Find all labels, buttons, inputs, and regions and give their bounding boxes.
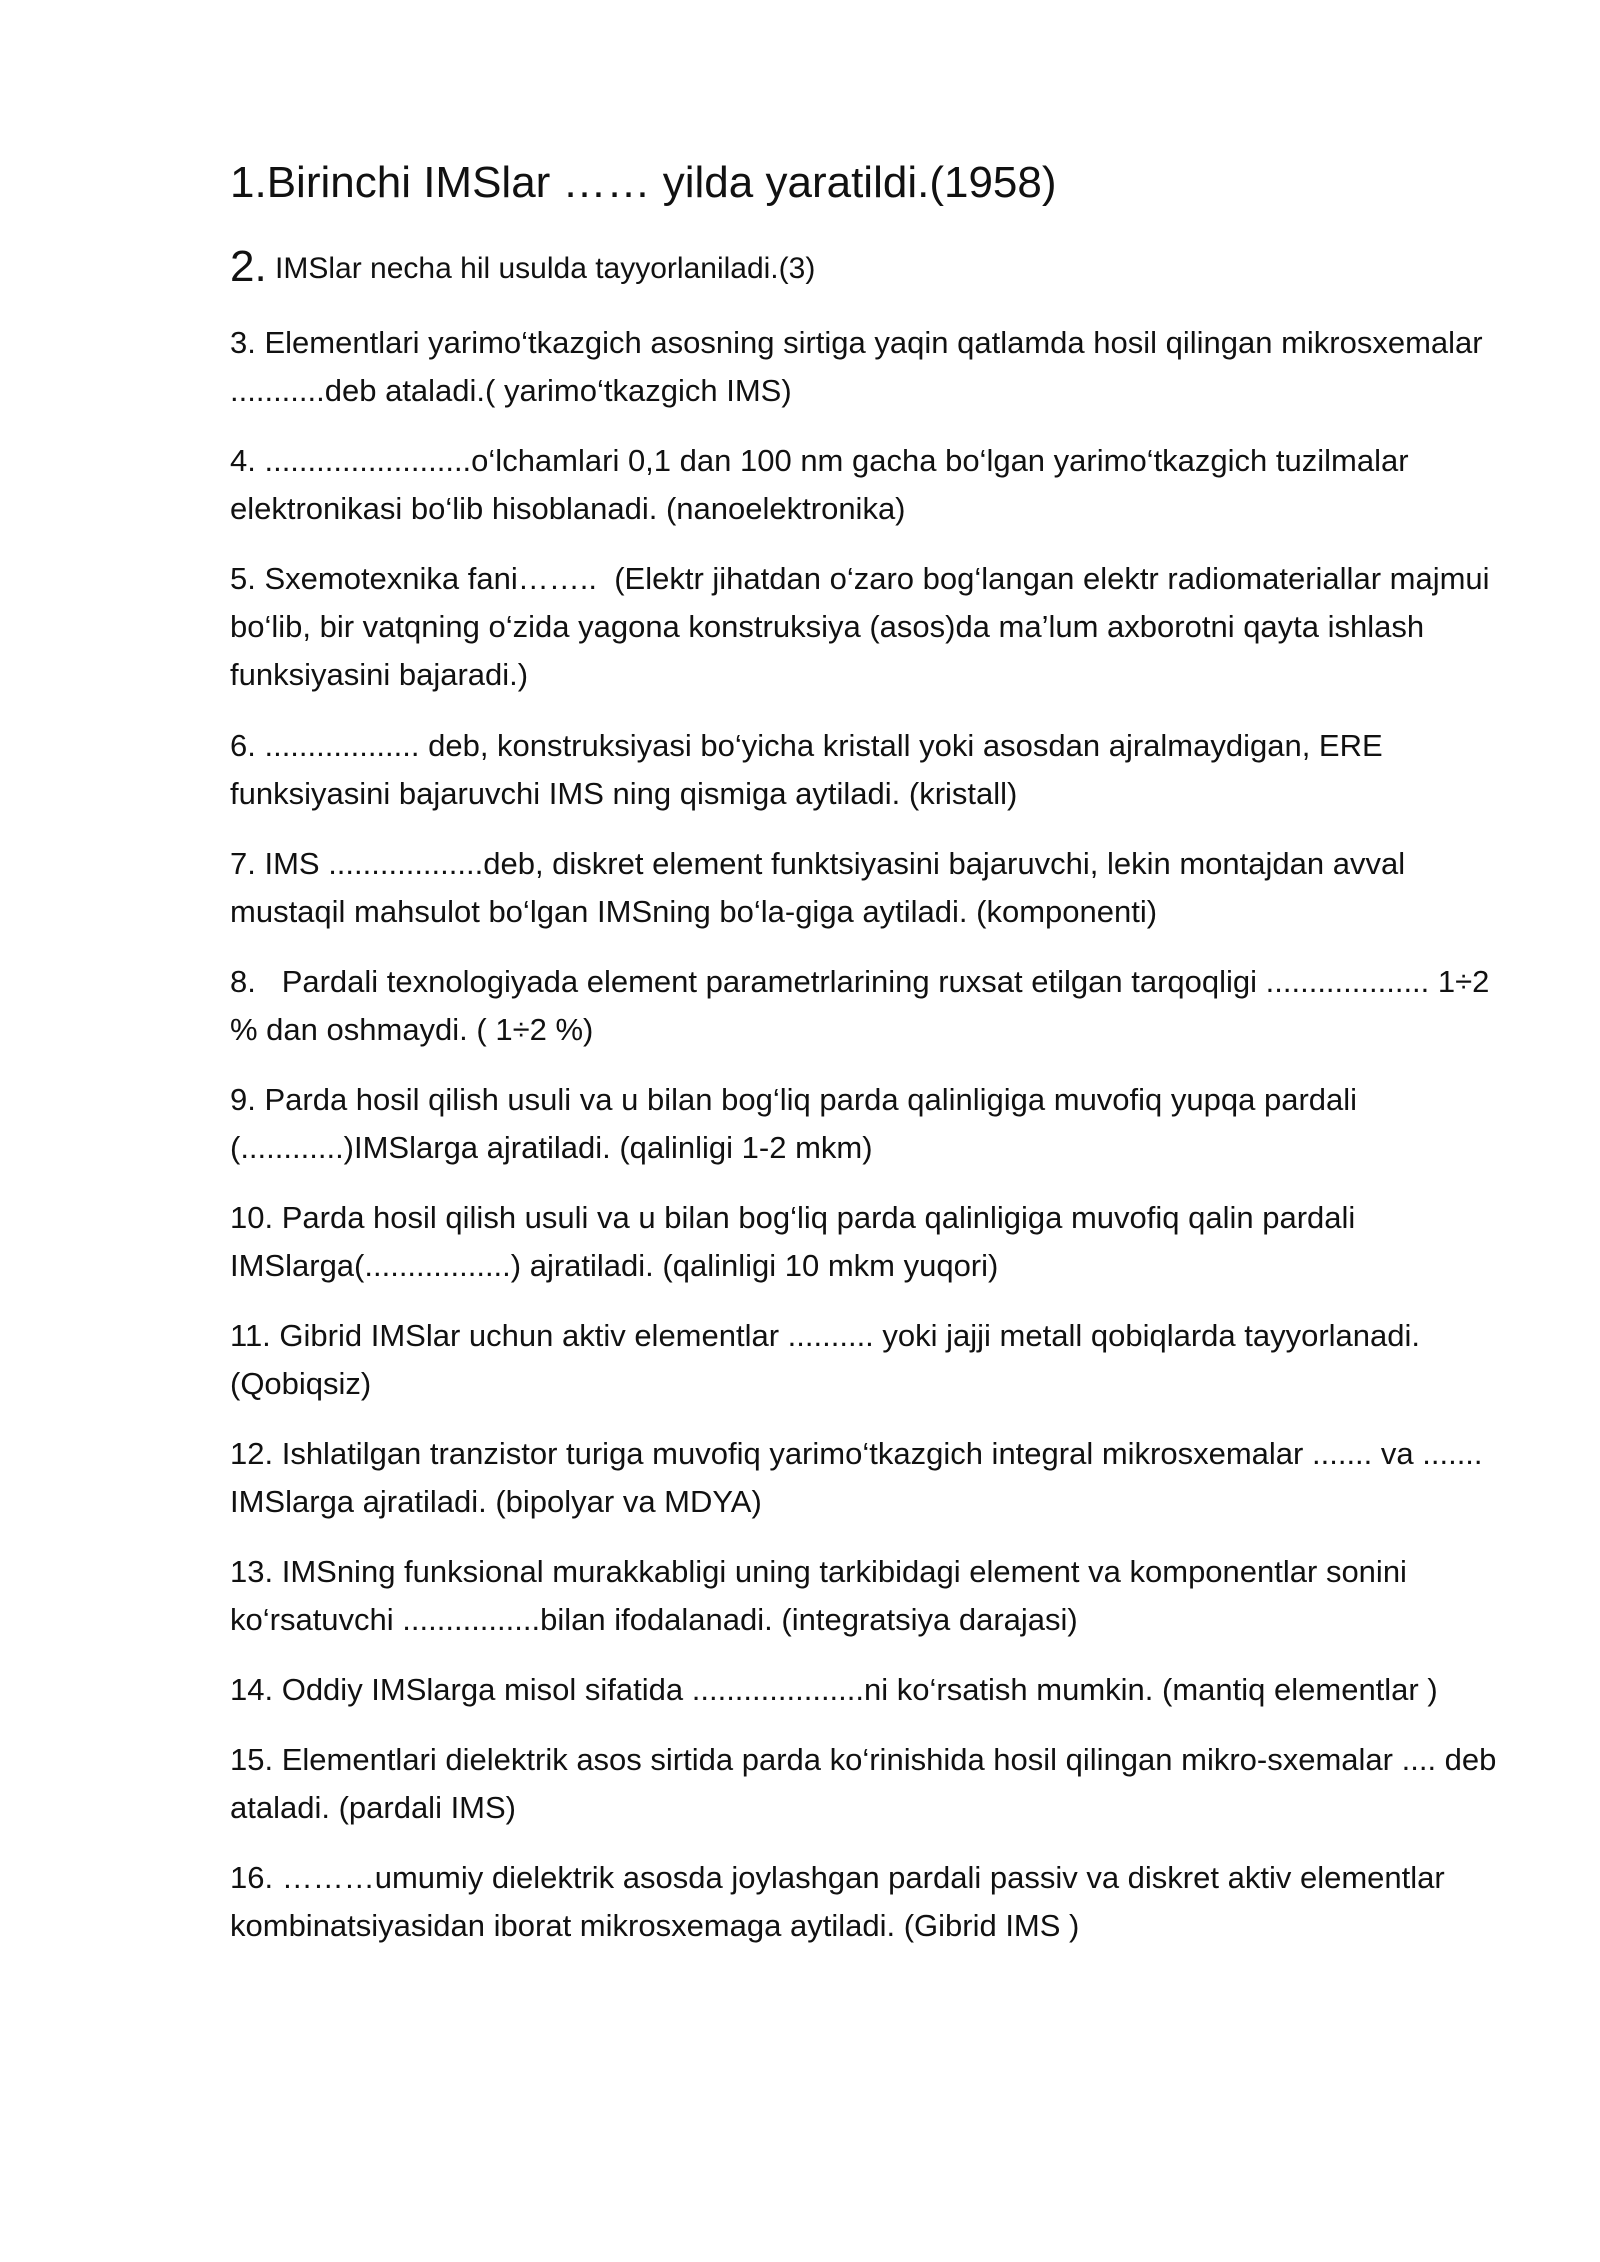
question-11: 11. Gibrid IMSlar uchun aktiv elementlar .......... yoki jajji metall qobiqlarda tayyorlanadi. (Qobiqsiz) bbox=[230, 1317, 1429, 1402]
question-10: 10. Parda hosil qilish usuli va u bilan bog‘liq parda qalinligiga muvofiq qalin pardali IMSlarga(.................) ajratiladi. (qalinligi 10 mkm yuqori) bbox=[230, 1199, 1364, 1283]
question-6: 6. .................. deb, konstruksiyasi bo‘yicha kristall yoki asosdan ajralmaydigan, ERE funksiyasini bajaruvchi IMS ning qismiga aytiladi. (kristall) bbox=[230, 727, 1392, 811]
question-2-number: 2. bbox=[230, 242, 267, 291]
question-16: 16. ………umumiy dielektrik asosda joylashgan pardali passiv va diskret aktiv elementlar kombinatsiyasidan iborat mikrosxemaga aytiladi. (Gibrid IMS ) bbox=[230, 1860, 1454, 1944]
question-list bbox=[230, 155, 1510, 1973]
question-15: 15. Elementlari dielektrik asos sirtida parda ko‘rinishida hosil qilingan mikro-sxemalar .... deb ataladi. (pardali IMS) bbox=[230, 1742, 1506, 1826]
question-14: 14. Oddiy IMSlarga misol sifatida ....................ni ko‘rsatish mumkin. (mantiq elementlar ) bbox=[230, 1672, 1438, 1708]
question-2 bbox=[230, 238, 1510, 295]
question-2-text: IMSlar necha hil usulda tayyorlaniladi.(3) bbox=[275, 252, 816, 285]
question-12: 12. Ishlatilgan tranzistor turiga muvofiq yarimo‘tkazgich integral mikrosxemalar ....... va ....... IMSlarga ajratiladi. (bipolyar va MDYA) bbox=[230, 1436, 1492, 1520]
question-8: 8. Pardali texnologiyada element parametrlarining ruxsat etilgan tarqoqligi ................... 1÷2 % dan oshmaydi. ( 1÷2 %) bbox=[230, 963, 1499, 1047]
question-5: 5. Sxemotexnika fani…….. (Elektr jihatdan o‘zaro bog‘langan elektr radiomateriallar majmui bo‘lib, bir vatqning o‘zida yagona konstruksiya (asos)da ma’lum axborotni qayta ishlash funksiyasini bajaradi.) bbox=[230, 561, 1499, 693]
question-13: 13. IMSning funksional murakkabligi uning tarkibidagi element va komponentlar sonini ko‘rsatuvchi ................bilan ifodalanadi. (integratsiya darajasi) bbox=[230, 1554, 1416, 1638]
question-9: 9. Parda hosil qilish usuli va u bilan bog‘liq parda qalinligiga muvofiq yupqa pardali (............)IMSlarga ajratiladi. (qalinligi 1-2 mkm) bbox=[230, 1081, 1366, 1165]
question-1: 1.Birinchi IMSlar …… yilda yaratildi.(1958) bbox=[230, 158, 1057, 207]
question-4: 4. ........................o‘lchamlari 0,1 dan 100 nm gacha bo‘lgan yarimo‘tkazgich tuzilmalar elektronikasi bo‘lib hisoblanadi. (nanoelektronika) bbox=[230, 443, 1418, 527]
question-3: 3. Elementlari yarimo‘tkazgich asosning sirtiga yaqin qatlamda hosil qilingan mikrosxemalar ...........deb ataladi.( yarimo‘tkazgich IMS) bbox=[230, 325, 1492, 409]
question-7: 7. IMS ..................deb, diskret element funktsiyasini bajaruvchi, lekin montajdan avval mustaqil mahsulot bo‘lgan IMSning bo‘la-giga aytiladi. (komponenti) bbox=[230, 845, 1414, 929]
